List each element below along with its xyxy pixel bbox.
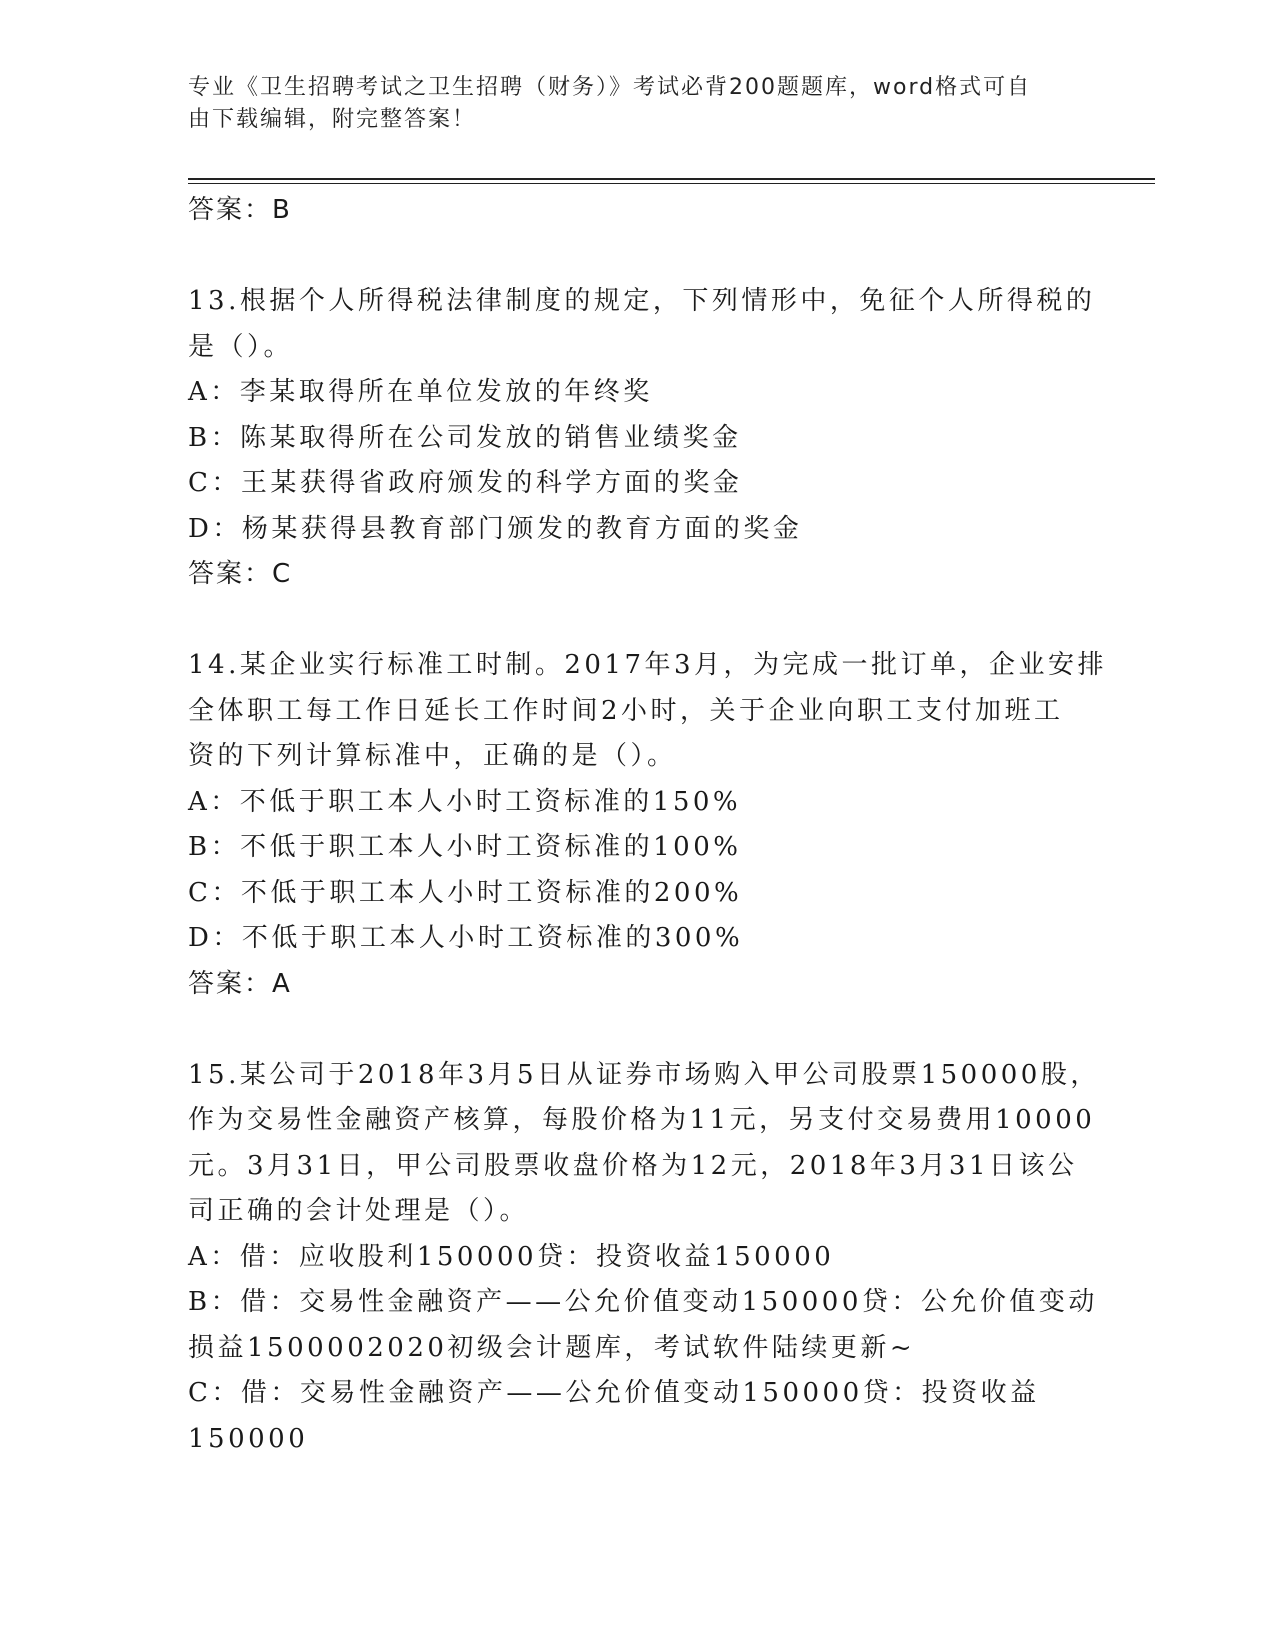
answer-line: 答案：C <box>188 559 293 589</box>
option-b: B：不低于职工本人小时工资标准的100% <box>188 832 742 862</box>
option-b: B：陈某取得所在公司发放的销售业绩奖金 <box>188 422 742 453</box>
option-b: B：借：交易性金融资产——公允价值变动150000贷：公允价值变动 <box>188 1287 1098 1317</box>
question-stem: 元。3月31日，甲公司股票收盘价格为12元，2018年3月31日该公 <box>188 1150 1078 1181</box>
header-rule-thick <box>188 178 1155 180</box>
option-d: D：杨某获得县教育部门颁发的教育方面的奖金 <box>188 513 803 544</box>
question-15 <box>188 1053 1100 1463</box>
header-line: 由下载编辑，附完整答案！ <box>188 107 477 132</box>
option-c-continued: 150000 <box>188 1423 309 1454</box>
question-stem: 是（）。 <box>188 331 294 362</box>
option-b-continued: 损益1500002020初级会计题库，考试软件陆续更新~ <box>188 1332 916 1363</box>
answer-line: 答案：A <box>188 968 292 999</box>
question-14 <box>188 643 1108 1007</box>
question-stem: 资的下列计算标准中，正确的是（）。 <box>188 741 677 771</box>
question-stem: 13.根据个人所得税法律制度的规定，下列情形中，免征个人所得税的 <box>188 286 1096 316</box>
option-d: D：不低于职工本人小时工资标准的300% <box>188 923 744 953</box>
option-c: C：王某获得省政府颁发的科学方面的奖金 <box>188 468 743 498</box>
option-a: A：借：应收股利150000贷：投资收益150000 <box>188 1241 835 1272</box>
question-stem: 作为交易性金融资产核算，每股价格为11元，另支付交易费用10000 <box>188 1105 1096 1135</box>
option-a: A：李某取得所在单位发放的年终奖 <box>188 377 653 407</box>
header-line: 专业《卫生招聘考试之卫生招聘（财务）》考试必背200题题库，word格式可自 <box>188 75 1032 100</box>
question-stem: 全体职工每工作日延长工作时间2小时，关于企业向职工支付加班工 <box>188 695 1064 726</box>
option-c: C：借：交易性金融资产——公允价值变动150000贷：投资收益 <box>188 1378 1040 1408</box>
header-rule-thin <box>188 183 1155 184</box>
answer-line: 答案：B <box>188 195 292 225</box>
option-c: C：不低于职工本人小时工资标准的200% <box>188 877 743 908</box>
option-a: A：不低于职工本人小时工资标准的150% <box>188 786 742 817</box>
document-header <box>188 72 1068 136</box>
question-stem: 15.某公司于2018年3月5日从证券市场购入甲公司股票150000股， <box>188 1059 1100 1090</box>
question-13 <box>188 279 1096 597</box>
question-list <box>188 188 1108 1462</box>
question-stem: 司正确的会计处理是（）。 <box>188 1196 530 1226</box>
question-stem: 14.某企业实行标准工时制。2017年3月，为完成一批订单，企业安排 <box>188 650 1108 680</box>
